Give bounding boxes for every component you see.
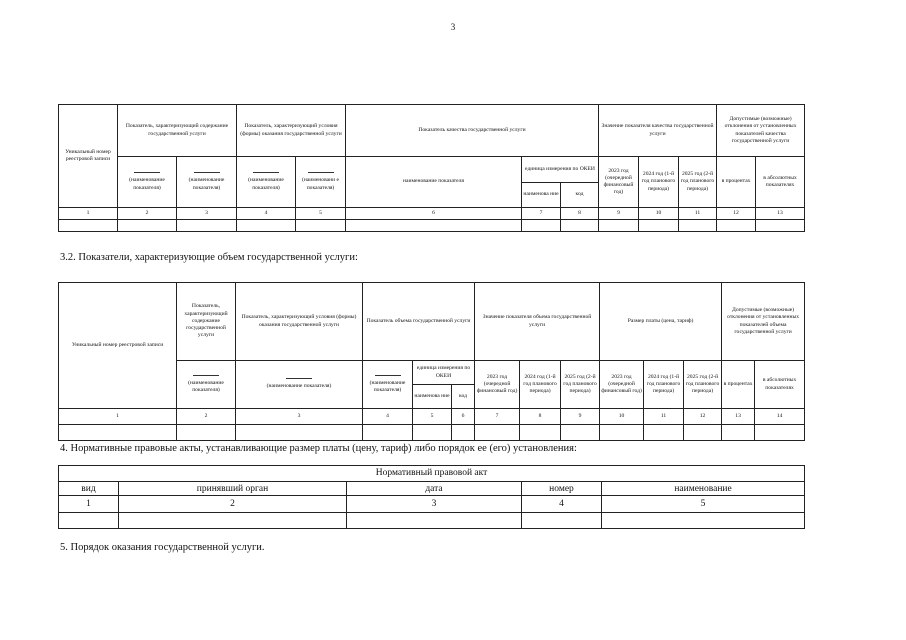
acts-col-number: номер	[522, 482, 602, 496]
empty-cell	[59, 512, 119, 528]
col-number: 3	[236, 409, 363, 425]
blank-line	[134, 172, 160, 173]
empty-cell	[177, 219, 237, 231]
cell-content-name-2: (наименование показателя)	[177, 157, 237, 207]
cell-conditions-name-2: (наименовани е показателя)	[296, 157, 346, 207]
acts-col-kind: вид	[59, 482, 119, 496]
empty-cell	[684, 425, 722, 441]
blank-line	[194, 172, 220, 173]
volume-indicators-table	[58, 282, 805, 441]
empty-cell	[644, 425, 684, 441]
col-number: 8	[561, 207, 599, 219]
cell-price-2024: 2024 год (1-й год планового периода)	[644, 361, 684, 409]
header-quality-indicator: Показатель качества государственной услуги	[346, 105, 599, 157]
empty-cell	[561, 219, 599, 231]
empty-cell	[679, 219, 717, 231]
col-number: 5	[413, 409, 452, 425]
cell-value-2025: 2025 год (2-й год планового периода)	[561, 361, 600, 409]
empty-cell	[599, 219, 639, 231]
col-number: 11	[679, 207, 717, 219]
col-number: 10	[639, 207, 679, 219]
col-number: 14	[755, 409, 805, 425]
col-number: 1	[59, 496, 119, 512]
col-number: 3	[347, 496, 522, 512]
empty-cell	[522, 219, 561, 231]
cell-content-name: (наименование показателя)	[177, 361, 236, 409]
cell-conditions-name: (наименование показателя)	[236, 361, 363, 409]
col-number: 2	[118, 207, 177, 219]
empty-cell	[717, 219, 756, 231]
cell-absolute: в абсолютных показателях	[755, 361, 805, 409]
col-number: 6	[452, 409, 475, 425]
blank-line	[286, 378, 312, 379]
col-number: 11	[644, 409, 684, 425]
cell-price-2023: 2023 год (очередной финансовый год)	[600, 361, 644, 409]
header-unique-number: Уникальный номер реестровой записи	[59, 105, 118, 208]
empty-cell	[296, 219, 346, 231]
cell-percent: в процентах	[722, 361, 755, 409]
empty-cell	[59, 425, 177, 441]
cell-year-2024: 2024 год (1-й год планового периода)	[639, 157, 679, 207]
header-content-indicator: Показатель, характеризующий содержание государственной услуги	[177, 283, 236, 361]
empty-cell	[119, 512, 347, 528]
cell-content-name-1: (наименование показателя)	[118, 157, 177, 207]
col-number: 9	[599, 207, 639, 219]
cell-year-2023: 2023 год (очередной финансовый год)	[599, 157, 639, 207]
empty-cell	[347, 512, 522, 528]
acts-table-title: Нормативный правовой акт	[59, 466, 805, 482]
header-content-indicator: Показатель, характеризующий содержание государственной услуги	[118, 105, 237, 157]
cell-absolute: в абсолютных показателях	[756, 157, 805, 207]
col-number: 12	[717, 207, 756, 219]
empty-cell	[602, 512, 805, 528]
cell-unit-okei: единица измерения по ОКЕИ	[413, 361, 475, 385]
acts-col-name: наименование	[602, 482, 805, 496]
empty-cell	[237, 219, 296, 231]
header-unique-number: Уникальный номер реестровой записи	[59, 283, 177, 409]
col-number: 1	[59, 207, 118, 219]
empty-cell	[639, 219, 679, 231]
col-number: 4	[522, 496, 602, 512]
empty-cell	[522, 512, 602, 528]
cell-unit-name: наименова ние	[413, 385, 452, 409]
empty-cell	[363, 425, 413, 441]
header-conditions-indicator: Показатель, характеризующий условия (формы) оказания государственной услуги	[236, 283, 363, 361]
col-number: 6	[346, 207, 522, 219]
col-number: 4	[363, 409, 413, 425]
empty-cell	[118, 219, 177, 231]
section-3-2-heading: 3.2. Показатели, характеризующие объем государственной услуги:	[60, 252, 358, 263]
col-number: 8	[520, 409, 561, 425]
cell-volume-name: (наименование показателя)	[363, 361, 413, 409]
empty-cell	[413, 425, 452, 441]
header-volume-indicator: Показатель объема государственной услуги	[363, 283, 475, 361]
col-number: 5	[296, 207, 346, 219]
cell-unit-name: наименова ние	[522, 182, 561, 207]
col-number: 5	[602, 496, 805, 512]
acts-col-authority: принявший орган	[119, 482, 347, 496]
cell-unit-code: код	[561, 182, 599, 207]
col-number: 12	[684, 409, 722, 425]
col-number: 13	[722, 409, 755, 425]
empty-cell	[475, 425, 520, 441]
col-number: 1	[59, 409, 177, 425]
empty-cell	[59, 219, 118, 231]
empty-cell	[600, 425, 644, 441]
cell-value-2023: 2023 год (очередной финансовый год)	[475, 361, 520, 409]
acts-col-date: дата	[347, 482, 522, 496]
empty-cell	[722, 425, 755, 441]
col-number: 10	[600, 409, 644, 425]
col-number: 7	[522, 207, 561, 219]
empty-cell	[755, 425, 805, 441]
blank-line	[193, 375, 219, 376]
cell-percent: в процентах	[717, 157, 756, 207]
col-number: 4	[237, 207, 296, 219]
cell-conditions-name-1: (наименование показателя)	[237, 157, 296, 207]
header-deviation: Допустимые (возможные) отклонения от установленных показателей качества государственной услуги	[717, 105, 805, 157]
cell-indicator-name: наименование показателя	[346, 157, 522, 207]
empty-cell	[452, 425, 475, 441]
empty-cell	[236, 425, 363, 441]
header-volume-value: Значение показателя объема государственной услуги	[475, 283, 600, 361]
empty-cell	[520, 425, 561, 441]
section-5-heading: 5. Порядок оказания государственной услуги.	[60, 542, 265, 553]
quality-indicators-table	[58, 104, 805, 232]
header-quality-value: Значение показателя качества государственной услуги	[599, 105, 717, 157]
col-number: 2	[177, 409, 236, 425]
cell-unit-code: код	[452, 385, 475, 409]
empty-cell	[756, 219, 805, 231]
cell-unit-okei: единица измерения по ОКЕИ	[522, 157, 599, 182]
empty-cell	[177, 425, 236, 441]
col-number: 2	[119, 496, 347, 512]
col-number: 13	[756, 207, 805, 219]
page-number: 3	[450, 22, 456, 32]
blank-line	[375, 375, 401, 376]
blank-line	[253, 172, 279, 173]
header-conditions-indicator: Показатель, характеризующий условия (формы) оказания государственной услуги	[237, 105, 346, 157]
normative-acts-table	[58, 465, 805, 529]
blank-line	[308, 172, 334, 173]
empty-cell	[561, 425, 600, 441]
cell-value-2024: 2024 год (1-й год планового периода)	[520, 361, 561, 409]
col-number: 3	[177, 207, 237, 219]
header-price: Размер платы (цена, тариф)	[600, 283, 722, 361]
empty-cell	[346, 219, 522, 231]
cell-year-2025: 2025 год (2-й год планового периода)	[679, 157, 717, 207]
section-4-heading: 4. Нормативные правовые акты, устанавливающие размер платы (цену, тариф) либо порядок ее (его) установления:	[60, 443, 577, 454]
col-number: 7	[475, 409, 520, 425]
cell-price-2025: 2025 год (2-й год планового периода)	[684, 361, 722, 409]
col-number: 9	[561, 409, 600, 425]
header-deviation: Допустимые (возможные) отклонения от установленных показателей объема государственной услуги	[722, 283, 805, 361]
